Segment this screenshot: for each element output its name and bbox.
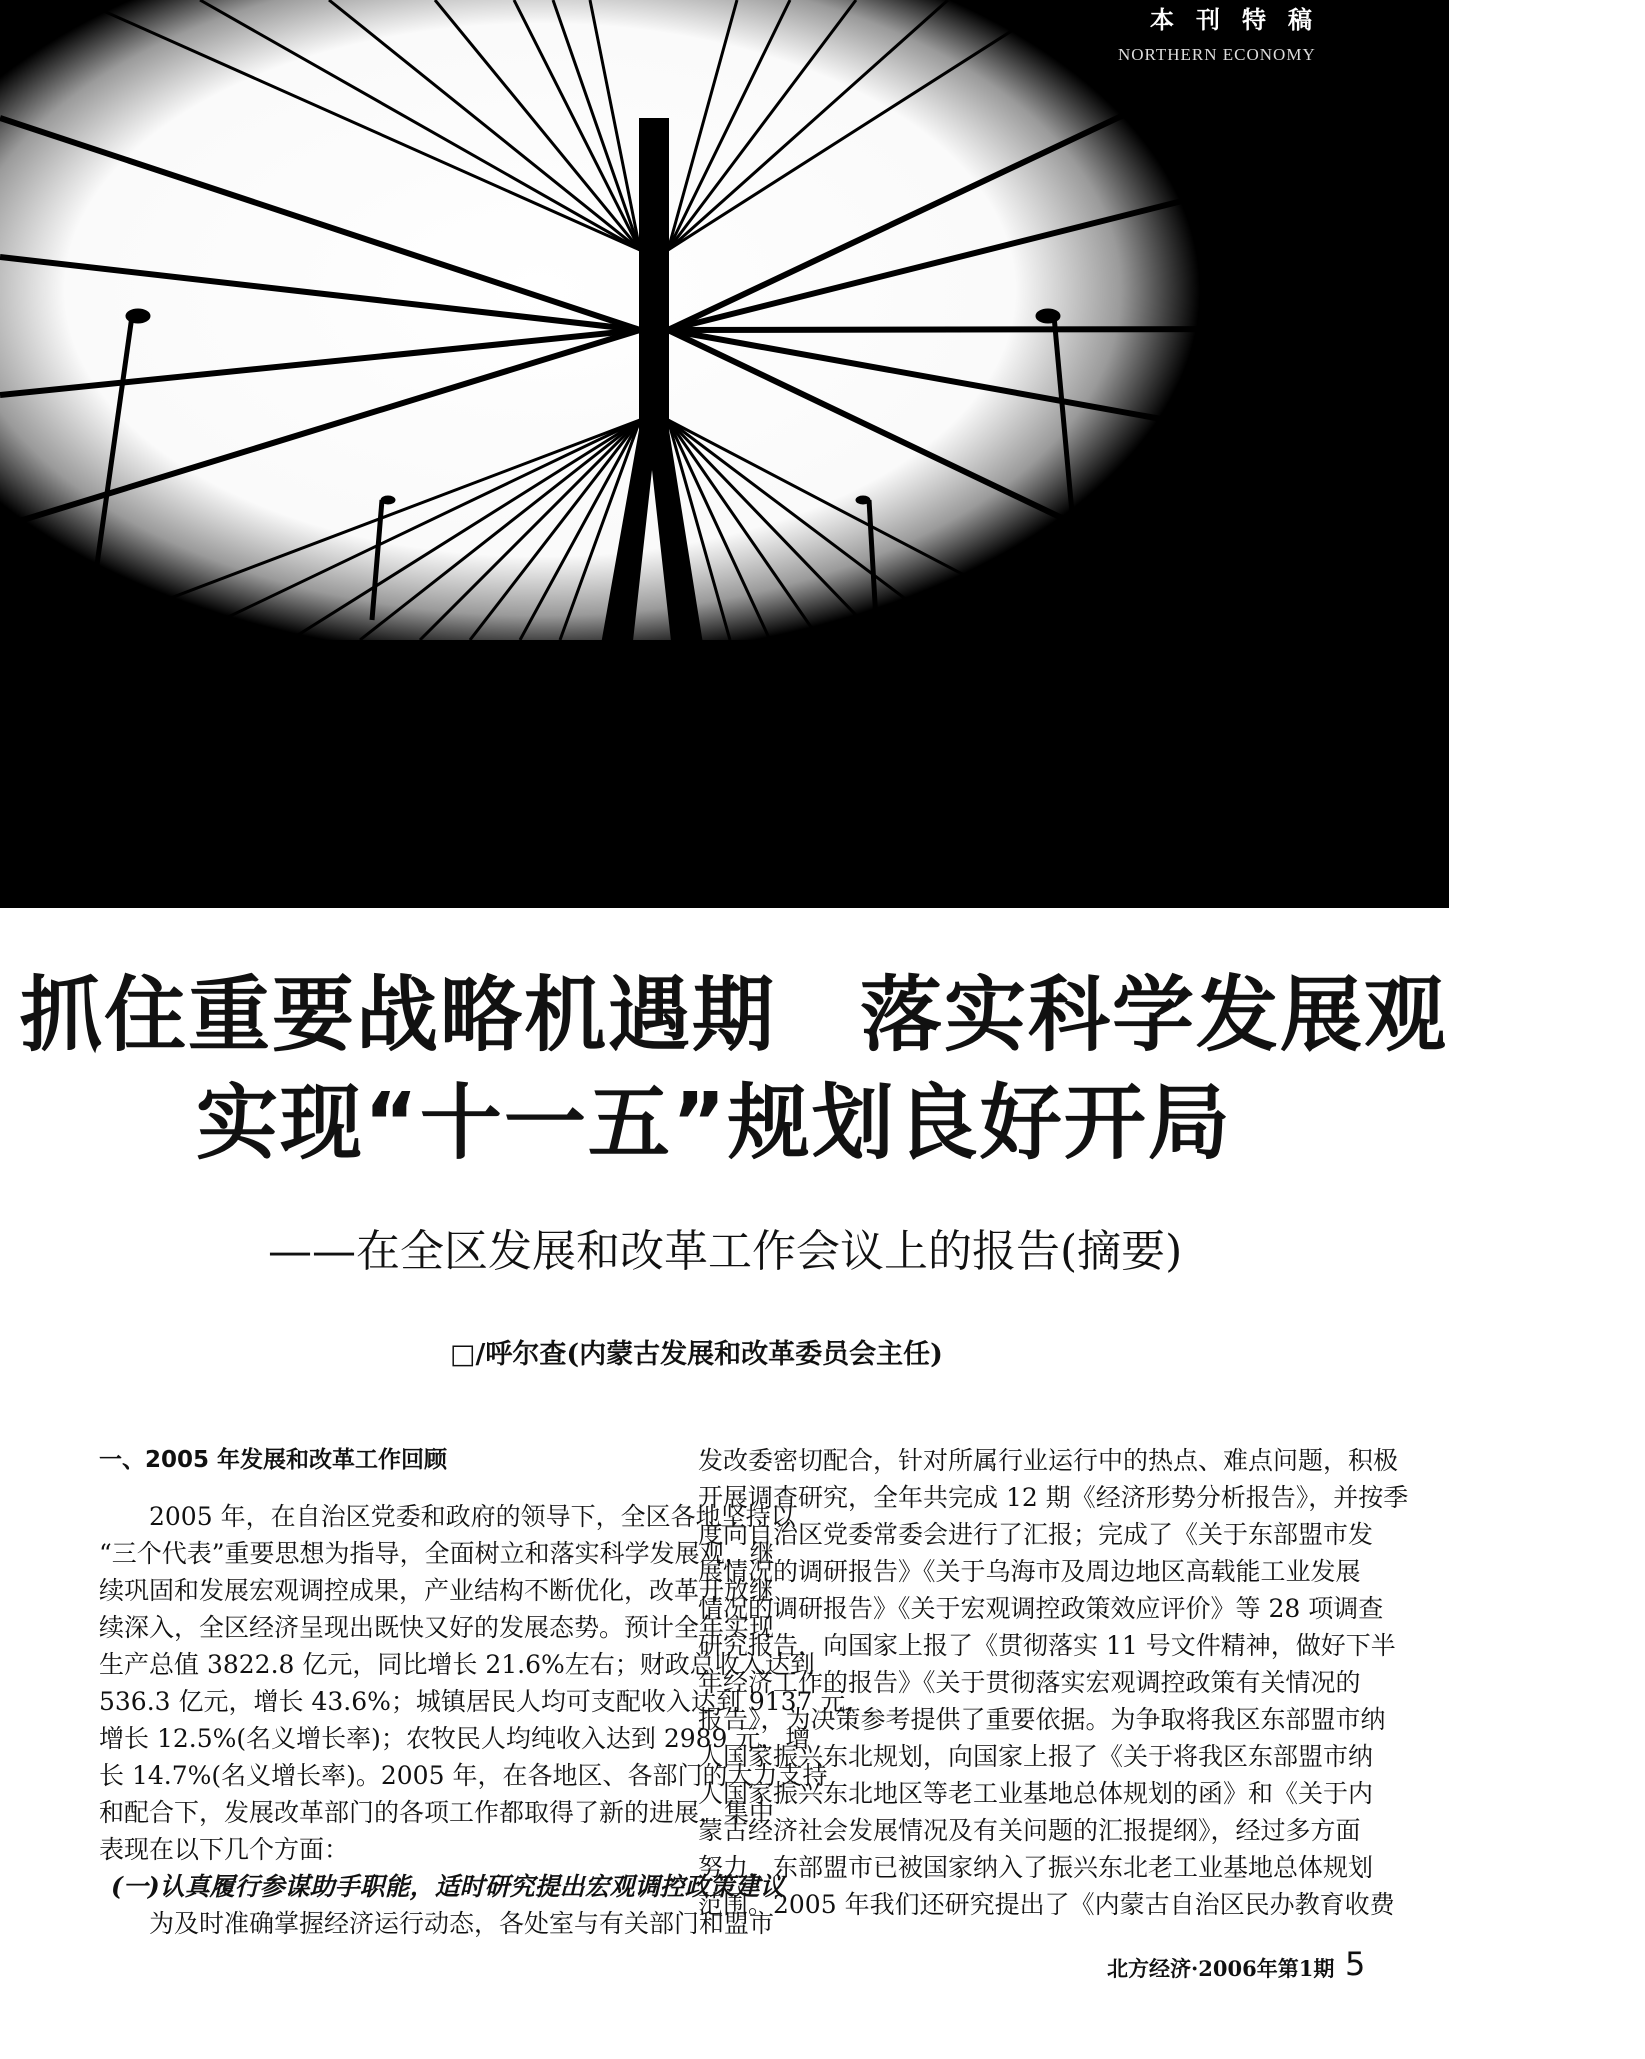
text-line: 和配合下，发展改革部门的各项工作都取得了新的进展，集中 bbox=[99, 1798, 775, 1827]
text-line: 情况的调研报告》《关于宏观调控政策效应评价》等 28 项调查 bbox=[698, 1594, 1384, 1623]
section-label: 本刊特稿 bbox=[1150, 6, 1334, 34]
text-line: 范围。2005 年我们还研究提出了《内蒙古自治区民办教育收费 bbox=[698, 1890, 1395, 1919]
magazine-name: NORTHERN ECONOMY bbox=[1118, 45, 1316, 64]
author-byline: □/呼尔查(内蒙古发展和改革委员会主任) bbox=[450, 1339, 943, 1370]
bridge-photo bbox=[0, 0, 1449, 908]
left-column bbox=[99, 1442, 871, 1942]
article-title-line2: 实现“十一五”规划良好开局 bbox=[196, 1076, 1232, 1171]
article-title-line1: 抓住重要战略机遇期 落实科学发展观 bbox=[20, 968, 1449, 1063]
journal-issue: 北方经济·2006年第1期 bbox=[1107, 1956, 1335, 1981]
text-line: 研究报告，向国家上报了《贯彻落实 11 号文件精神，做好下半 bbox=[698, 1631, 1396, 1660]
right-column bbox=[698, 1442, 1409, 1923]
section-heading: 一、2005 年发展和改革工作回顾 bbox=[99, 1447, 448, 1473]
text-line: 生产总值 3822.8 亿元，同比增长 21.6%左右；财政总收入达到 bbox=[99, 1650, 815, 1679]
text-line: 536.3 亿元，增长 43.6%；城镇居民人均可支配收入达到 9137 元， bbox=[99, 1687, 871, 1716]
text-line: 表现在以下几个方面： bbox=[99, 1835, 350, 1864]
text-line: 续巩固和发展宏观调控成果，产业结构不断优化，改革开放继 bbox=[99, 1576, 775, 1605]
text-line: 为及时准确掌握经济运行动态，各处室与有关部门和盟市 bbox=[149, 1909, 775, 1938]
bridge-cable bbox=[668, 329, 1260, 330]
article-subtitle: ——在全区发展和改革工作会议上的报告(摘要) bbox=[268, 1226, 1183, 1277]
page-number: 5 bbox=[1345, 1945, 1366, 1983]
lamp-head bbox=[381, 496, 395, 504]
text-line: 开展调查研究，全年共完成 12 期《经济形势分析报告》，并按季 bbox=[698, 1483, 1409, 1512]
text-line: 2005 年，在自治区党委和政府的领导下，全区各地坚持以 bbox=[149, 1502, 796, 1531]
lamp-head bbox=[856, 496, 870, 504]
lamp-head bbox=[126, 309, 150, 323]
text-line: 增长 12.5%(名义增长率)；农牧民人均纯收入达到 2989 元，增 bbox=[99, 1724, 811, 1753]
text-line: 长 14.7%(名义增长率)。2005 年，在各地区、各部门的大力支持 bbox=[99, 1761, 828, 1790]
text-line: 展情况的调研报告》《关于乌海市及周边地区高载能工业发展 bbox=[698, 1557, 1361, 1586]
text-line: 年经济工作的报告》《关于贯彻落实宏观调控政策有关情况的 bbox=[698, 1668, 1361, 1697]
text-line: 发改委密切配合，针对所属行业运行中的热点、难点问题，积极 bbox=[698, 1446, 1399, 1475]
text-line: 人国家振兴东北地区等老工业基地总体规划的函》和《关于内 bbox=[698, 1779, 1374, 1808]
text-line: 蒙古经济社会发展情况及有关问题的汇报提纲》，经过多方面 bbox=[698, 1816, 1361, 1845]
text-line: 报告》，为决策参考提供了重要依据。为争取将我区东部盟市纳 bbox=[698, 1705, 1386, 1734]
text-line: 续深入，全区经济呈现出既快又好的发展态势。预计全年实现 bbox=[99, 1613, 775, 1642]
text-line: 努力，东部盟市已被国家纳入了振兴东北老工业基地总体规划 bbox=[698, 1853, 1374, 1882]
text-line: 度向自治区党委常委会进行了汇报；完成了《关于东部盟市发 bbox=[698, 1520, 1374, 1549]
subsection-heading: (一)认真履行参谋助手职能，适时研究提出宏观调控政策建议 bbox=[111, 1872, 785, 1901]
text-line: “三个代表”重要思想为指导，全面树立和落实科学发展观，继 bbox=[99, 1539, 775, 1568]
lamp-head bbox=[1036, 309, 1060, 323]
text-line: 人国家振兴东北规划，向国家上报了《关于将我区东部盟市纳 bbox=[698, 1742, 1374, 1771]
